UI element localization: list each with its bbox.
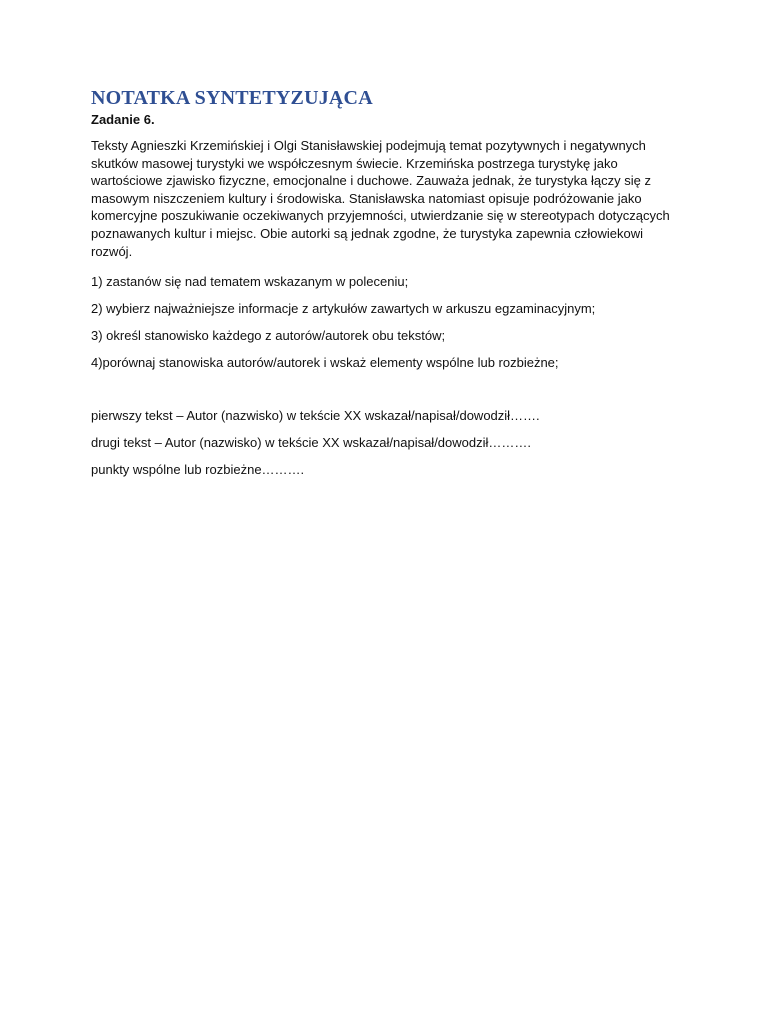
document-title: NOTATKA SYNTETYZUJĄCA <box>91 87 373 109</box>
template-line: punkty wspólne lub rozbieżne………. <box>91 462 305 478</box>
instruction-item: 3) określ stanowisko każdego z autorów/autorek obu tekstów; <box>91 328 446 344</box>
document-page <box>91 86 681 488</box>
instruction-list <box>91 273 681 371</box>
answer-template-list <box>91 407 681 478</box>
summary-paragraph: Teksty Agnieszki Krzemińskiej i Olgi Stanisławskiej podejmują temat pozytywnych i negatywnych skutków masowej turystyki we współczesnym świecie. Krzemińska postrzega turystykę jako wartościowe zjawisko fizyczne, emocjonalne i duchowe. Zauważa jednak, że turystyka łączy się z masowym niszczeniem kultury i środowiska. Stanisławska natomiast opisuje podróżowanie jako komercyjne poszukiwanie oczekiwanych przyjemności, utwierdzanie się w stereotypach dotyczących poznawanych kultur i miejsc. Obie autorki są jednak zgodne, że turystyka zapewnia człowiekowi rozwój. <box>91 138 670 259</box>
template-line: drugi tekst – Autor (nazwisko) w tekście XX wskazał/napisał/dowodził………. <box>91 435 532 451</box>
instruction-item: 4)porównaj stanowiska autorów/autorek i wskaż elementy wspólne lub rozbieżne; <box>91 355 559 371</box>
instruction-item: 2) wybierz najważniejsze informacje z artykułów zawartych w arkuszu egzaminacyjnym; <box>91 301 596 317</box>
template-line: pierwszy tekst – Autor (nazwisko) w tekście XX wskazał/napisał/dowodził……. <box>91 408 540 424</box>
instruction-item: 1) zastanów się nad tematem wskazanym w poleceniu; <box>91 274 409 290</box>
task-label: Zadanie 6. <box>91 112 155 127</box>
